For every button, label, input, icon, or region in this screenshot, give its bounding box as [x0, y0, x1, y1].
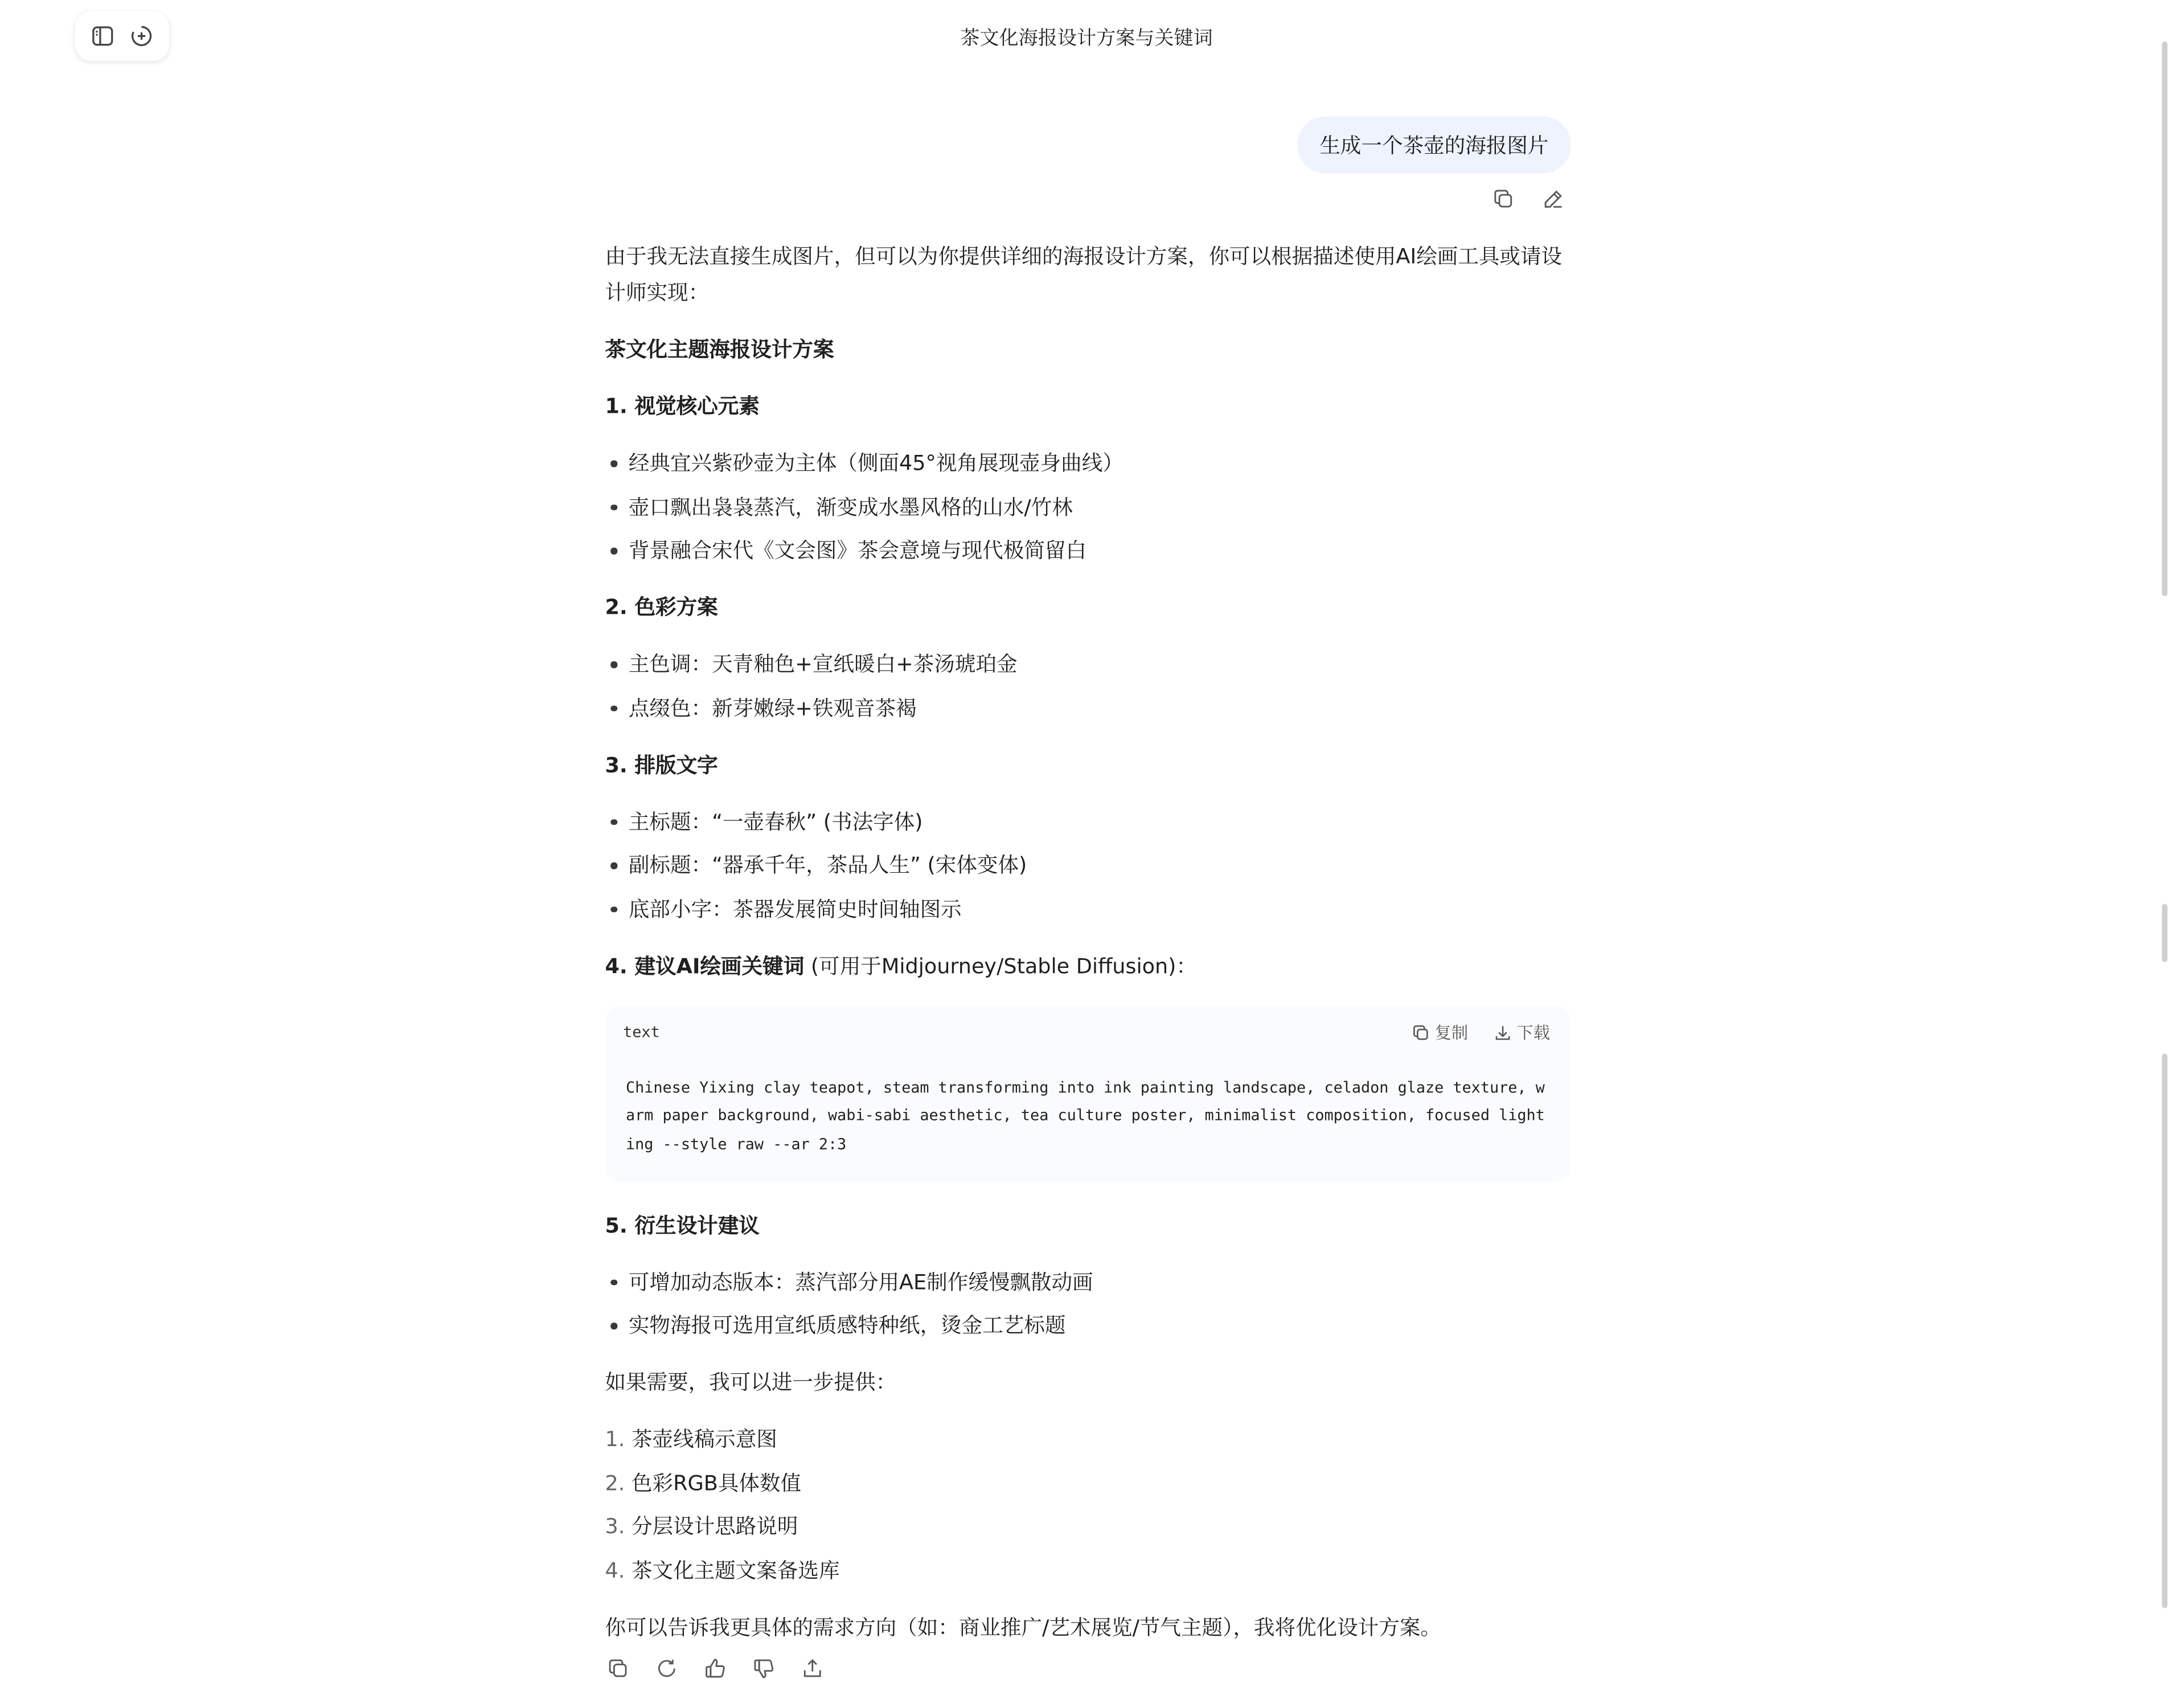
list-item: 1. 茶壶线稿示意图 [605, 1426, 777, 1452]
answer-actions [605, 1656, 1571, 1681]
color-scheme-list [605, 646, 1571, 726]
user-message-bubble [1297, 117, 1571, 174]
scroll-thumb-tertiary[interactable] [2162, 1054, 2168, 1608]
copy-answer-button[interactable] [605, 1656, 630, 1681]
answer-closing: 你可以告诉我更具体的需求方向（如：商业推广/艺术展览/节气主题），我将优化设计方案。 [605, 1614, 1441, 1640]
copy-code-label: 复制 [1434, 1022, 1469, 1042]
list-item: 主标题：“一壶春秋” (书法字体) [605, 803, 1571, 839]
section-heading-ai-keywords [605, 947, 1571, 983]
scroll-thumb[interactable] [2162, 42, 2168, 596]
download-code-label: 下载 [1516, 1022, 1550, 1042]
page-title: 茶文化海报设计方案与关键词 [960, 27, 1213, 50]
copy-icon [606, 1657, 629, 1680]
thumbs-up-icon [703, 1657, 726, 1680]
regenerate-button[interactable] [654, 1656, 679, 1681]
download-code-button[interactable] [1493, 1014, 1550, 1050]
list-item: 底部小字：茶器发展简史时间轴图示 [605, 891, 1571, 927]
section-heading-typography: 3. 排版文字 [605, 752, 718, 777]
ai-keywords-heading-note: (可用于Midjourney/Stable Diffusion)： [804, 953, 1197, 978]
copy-message-button[interactable] [1490, 186, 1515, 211]
thumbs-down-icon [752, 1657, 775, 1680]
list-item: 经典宜兴紫砂壶为主体（侧面45°视角展现壶身曲线） [605, 445, 1571, 481]
section-heading-derivative: 5. 衍生设计建议 [605, 1212, 760, 1238]
share-button[interactable] [800, 1656, 825, 1681]
list-item: 4. 茶文化主题文案备选库 [605, 1557, 840, 1583]
code-language-label: text [623, 1022, 660, 1041]
share-icon [800, 1657, 823, 1680]
thumbs-down-button[interactable] [751, 1656, 776, 1681]
scrollbar[interactable] [2159, 0, 2170, 1708]
list-item: 点缀色：新芽嫩绿+铁观音茶褐 [605, 689, 1571, 725]
section-heading-visual: 1. 视觉核心元素 [605, 393, 760, 419]
thumbs-up-button[interactable] [702, 1656, 727, 1681]
list-item: 实物海报可选用宣纸质感特种纸，烫金工艺标题 [605, 1307, 1571, 1343]
answer-title: 茶文化主题海报设计方案 [605, 336, 834, 362]
code-block-actions [1411, 1014, 1550, 1050]
list-item: 壶口飘出袅袅蒸汽，渐变成水墨风格的山水/竹林 [605, 488, 1571, 524]
list-item: 可增加动态版本：蒸汽部分用AE制作缓慢飘散动画 [605, 1264, 1571, 1300]
code-content: Chinese Yixing clay teapot, steam transforming into ink painting landscape, celadon glaze texture, warm paper background, wabi-sabi aesthetic, tea culture poster, minimalist composition, focused lighting --style raw --ar 2:3 [625, 1078, 1545, 1153]
copy-code-button[interactable] [1411, 1014, 1468, 1050]
regenerate-icon [654, 1657, 678, 1680]
user-message-actions [1490, 186, 1565, 211]
code-block [605, 1004, 1571, 1182]
copy-icon [1411, 1023, 1430, 1042]
scroll-thumb-secondary[interactable] [2162, 904, 2168, 962]
derivative-design-list [605, 1264, 1571, 1344]
followup-list [605, 1421, 1571, 1588]
list-item: 3. 分层设计思路说明 [605, 1514, 798, 1539]
download-icon [1493, 1023, 1512, 1042]
assistant-answer [605, 239, 1571, 1681]
typography-list [605, 803, 1571, 927]
list-item: 副标题：“器承千年，茶品人生” (宋体变体) [605, 847, 1571, 883]
visual-elements-list [605, 445, 1571, 569]
answer-intro: 由于我无法直接生成图片，但可以为你提供详细的海报设计方案，你可以根据描述使用AI绘画工具或请设计师实现： [605, 244, 1563, 305]
list-item: 背景融合宋代《文会图》茶会意境与现代极简留白 [605, 532, 1571, 568]
code-block-header [623, 1019, 1550, 1046]
edit-icon [1541, 187, 1564, 210]
user-message-text: 生成一个茶壶的海报图片 [1319, 133, 1549, 158]
followup-intro: 如果需要，我可以进一步提供： [605, 1369, 897, 1395]
edit-message-button[interactable] [1540, 186, 1565, 211]
ai-keywords-heading-text: 4. 建议AI绘画关键词 [605, 953, 805, 978]
section-heading-color: 2. 色彩方案 [605, 594, 718, 620]
copy-icon [1491, 187, 1514, 210]
list-item: 主色调：天青釉色+宣纸暖白+茶汤琥珀金 [605, 646, 1571, 682]
list-item: 2. 色彩RGB具体数值 [605, 1470, 802, 1496]
